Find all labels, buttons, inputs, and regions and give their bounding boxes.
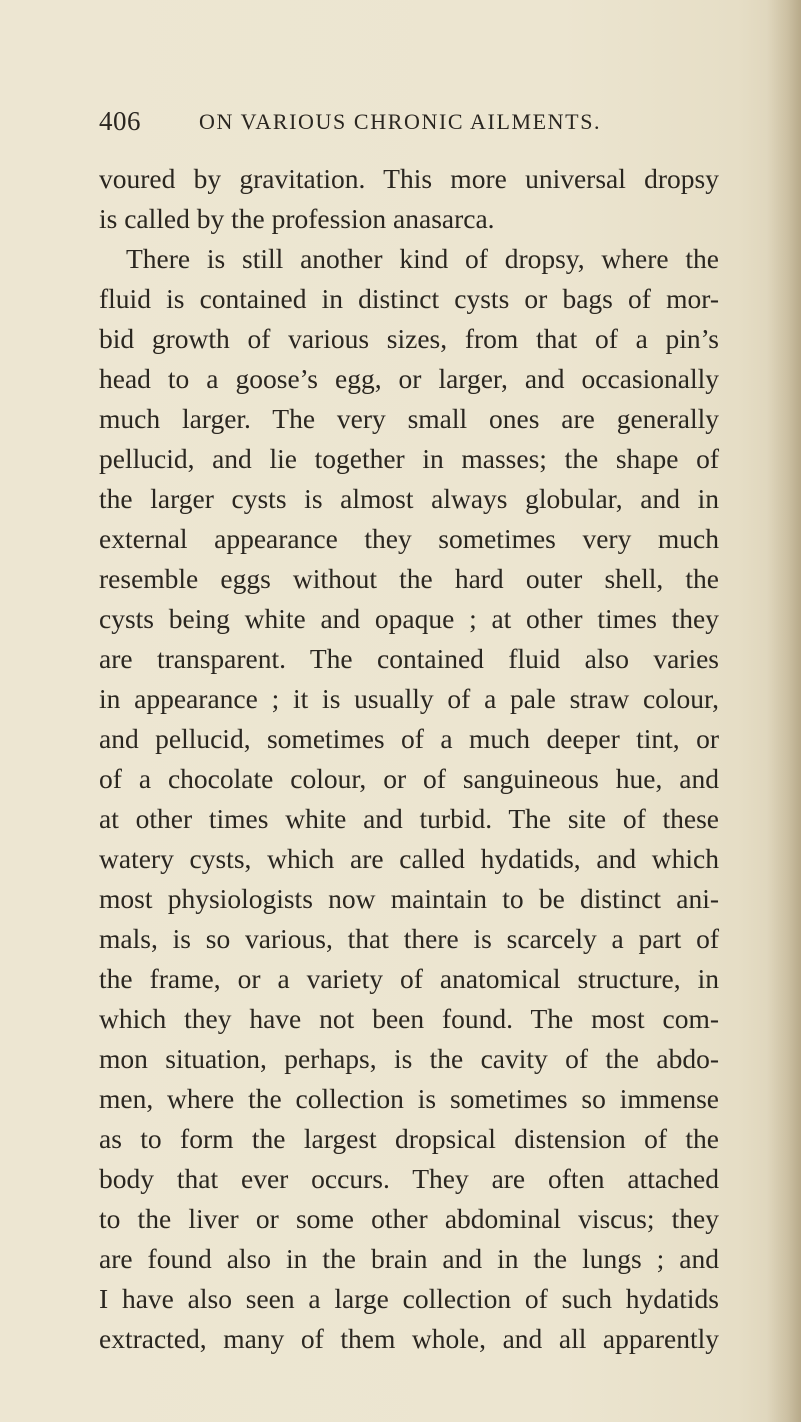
text-line: extracted, many of them whole, and all apparently bbox=[99, 1323, 719, 1354]
text-line: cysts being white and opaque ; at other times they bbox=[99, 603, 719, 634]
text-line: resemble eggs without the hard outer shell, the bbox=[99, 563, 719, 594]
text-line: is called by the profession anasarca. bbox=[99, 203, 495, 234]
text-line: the frame, or a variety of anatomical structure, in bbox=[99, 963, 719, 994]
text-line: voured by gravitation. This more universal dropsy bbox=[99, 163, 719, 194]
page-edge-shadow bbox=[767, 0, 801, 1422]
page-number: 406 bbox=[99, 106, 141, 136]
text-line: in appearance ; it is usually of a pale straw colour, bbox=[99, 683, 719, 714]
text-line: bid growth of various sizes, from that of a pin’s bbox=[99, 323, 719, 354]
text-line: which they have not been found. The most com- bbox=[99, 1003, 719, 1034]
text-line: men, where the collection is sometimes so immense bbox=[99, 1083, 719, 1114]
text-line: I have also seen a large collection of such hydatids bbox=[99, 1283, 719, 1314]
text-line: external appearance they sometimes very much bbox=[99, 523, 719, 554]
text-line: body that ever occurs. They are often attached bbox=[99, 1163, 719, 1194]
text-line: of a chocolate colour, or of sanguineous hue, and bbox=[99, 763, 719, 794]
text-line: the larger cysts is almost always globular, and in bbox=[99, 483, 719, 514]
text-line: watery cysts, which are called hydatids, and which bbox=[99, 843, 719, 874]
text-line: most physiologists now maintain to be distinct ani- bbox=[99, 883, 719, 914]
text-line: at other times white and turbid. The site of these bbox=[99, 803, 719, 834]
text-line: head to a goose’s egg, or larger, and occasionally bbox=[99, 363, 719, 394]
text-line: pellucid, and lie together in masses; the shape of bbox=[99, 443, 719, 474]
text-line: as to form the largest dropsical distension of the bbox=[99, 1123, 719, 1154]
text-line: There is still another kind of dropsy, where the bbox=[126, 243, 719, 274]
text-line: fluid is contained in distinct cysts or bags of mor- bbox=[99, 283, 719, 314]
text-line: and pellucid, sometimes of a much deeper tint, or bbox=[99, 723, 719, 754]
text-line: to the liver or some other abdominal viscus; they bbox=[99, 1203, 719, 1234]
text-line: mon situation, perhaps, is the cavity of the abdo- bbox=[99, 1043, 719, 1074]
running-head: ON VARIOUS CHRONIC AILMENTS. bbox=[199, 109, 602, 134]
body-text bbox=[99, 159, 719, 1359]
text-line: are found also in the brain and in the lungs ; and bbox=[99, 1243, 719, 1274]
text-line: much larger. The very small ones are generally bbox=[99, 403, 719, 434]
page-header bbox=[99, 106, 639, 140]
text-line: are transparent. The contained fluid also varies bbox=[99, 643, 719, 674]
text-line: mals, is so various, that there is scarcely a part of bbox=[99, 923, 719, 954]
